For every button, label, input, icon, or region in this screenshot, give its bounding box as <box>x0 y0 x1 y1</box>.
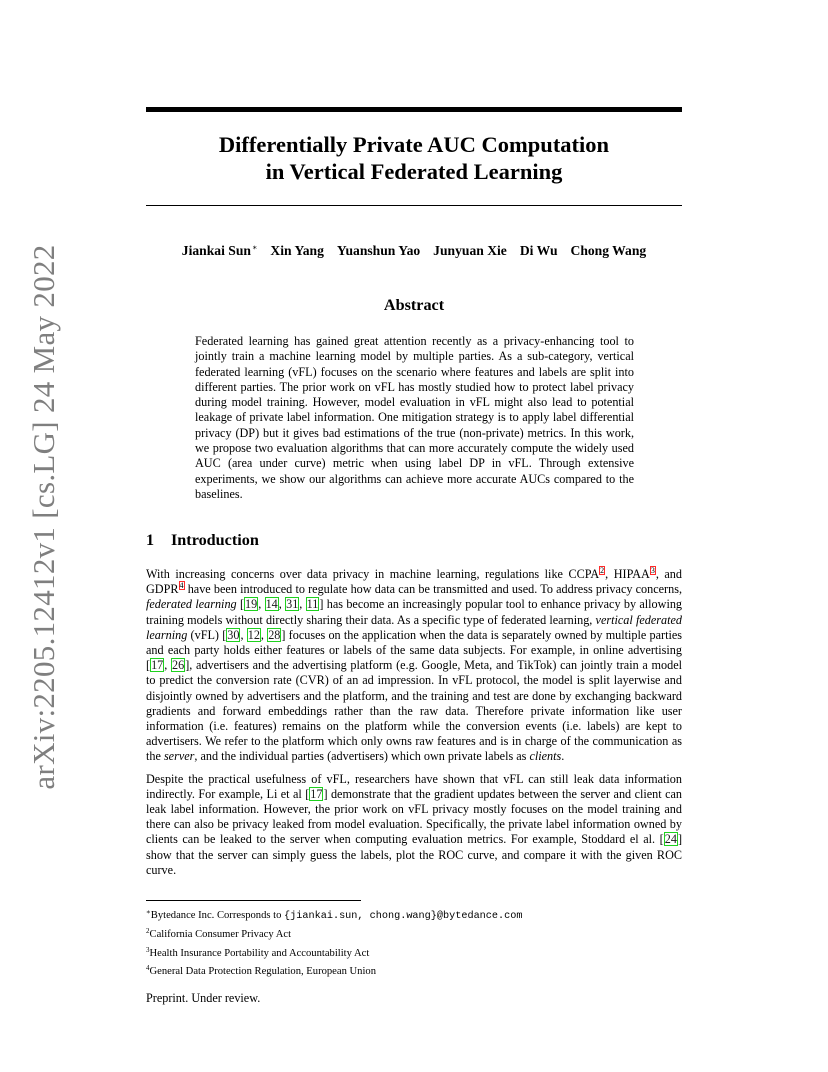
text-run: With increasing concerns over data privacy in machine learning, regulations like CCPA <box>146 567 600 581</box>
author-name: Jiankai Sun <box>181 243 251 258</box>
section-heading-introduction <box>146 531 259 550</box>
abstract-text: Federated learning has gained great attention recently as a privacy-enhancing tool to jointly train a machine learning model by multiple parties. As a sub-category, vertical federated learning (vFL) focuses on the scenario where features and labels are split into different parties. The prior work on vFL has mostly studied how to protect label privacy during model training. However, model evaluation in vFL might also lead to potential leakage of private label information. One mitigation strategy is to apply label differential privacy (DP) but it gives bad estimations of the true (non-private) metrics. In this work, we propose two evaluation algorithms that can more accurately compute the widely used AUC (area under curve) metric when using label DP in vFL. Through extensive experiments, we show our algorithms can achieve more accurate AUCs compared to the baselines. <box>195 334 634 501</box>
citation-link[interactable]: 11 <box>306 597 319 612</box>
author: Xin Yang <box>270 243 324 258</box>
paper-title <box>146 131 682 185</box>
text-run: ], advertisers and the advertising platform (e.g. Google, Meta, and TikTok) can jointly train a model to predict the conversion rate (CVR) of an ad impression. In vFL protocol, the model is split layerwise and disjointly owned by advertisers and the platform, and the training and test are done by exchanging backward gradients and forward embeddings rather than the raw data. Therefore private information like user information (i.e. features) remains on the platform while the conversion events (i.e. labels) are kept to advertisers. We refer to the platform which only owns raw features and is in charge of the communication as the <box>146 658 683 764</box>
footnote-text: Health Insurance Portability and Accountability Act <box>149 947 370 959</box>
text-run: (vFL) [ <box>187 627 227 642</box>
text-run: Despite the practical usefulness of vFL, researchers have shown that vFL can still leak data information indirectly. For example, Li et al [ <box>146 771 682 801</box>
citation-link[interactable]: 28 <box>268 627 281 642</box>
text-run: , and the individual parties (advertisers) which own private labels as <box>194 749 530 764</box>
footnote-mark: 4 <box>146 964 150 973</box>
section-title: Introduction <box>171 531 259 549</box>
text-run: ] has become an increasingly popular tool to enhance privacy by allowing training models without directly sharing their data. As a specific type of federated learning, <box>146 597 683 627</box>
footnote-mark: 2 <box>146 927 150 936</box>
abstract-heading: Abstract <box>383 296 445 314</box>
footnote <box>146 905 522 924</box>
footnote-link[interactable]: 2 <box>600 566 605 575</box>
text-run: . <box>561 749 565 764</box>
emphasis: server <box>163 749 195 764</box>
paragraph <box>146 772 682 878</box>
author-list <box>146 243 682 259</box>
citation-link[interactable]: 14 <box>265 597 278 612</box>
author: Junyuan Xie <box>433 243 507 258</box>
footnote <box>146 924 522 942</box>
emphasis: vertical federated learning <box>146 612 682 642</box>
text-run: ] focuses on the application when the data is separately owned by multiple parties and each party holds either features or labels of the same data subjects. For example, in online advertising [ <box>146 627 683 673</box>
footnote <box>146 961 522 979</box>
title-top-rule <box>146 107 682 112</box>
text-run: [ <box>236 597 245 612</box>
text-run: ] show that the server can simply guess the labels, plot the ROC curve, and compare it with the given ROC curve. <box>146 832 682 877</box>
footnote-divider <box>146 900 361 901</box>
arxiv-identifier-stamp: arXiv:2205.12412v1 [cs.LG] 24 May 2022 <box>26 244 61 790</box>
emphasis: clients <box>529 749 562 764</box>
citation-link[interactable]: 24 <box>664 832 677 847</box>
citation-link[interactable]: 26 <box>172 658 185 673</box>
footnote-mark: ∗ <box>146 908 151 916</box>
title-line-1: Differentially Private AUC Computation <box>218 132 610 157</box>
emphasis: federated learning <box>146 597 237 612</box>
email-address: {jiankai.sun, chong.wang}@bytedance.com <box>284 911 523 922</box>
footnote-link[interactable]: 3 <box>650 566 655 575</box>
citation-link[interactable]: 31 <box>286 597 299 612</box>
citation-link[interactable]: 19 <box>245 597 258 612</box>
author: Yuanshun Yao <box>336 243 421 258</box>
text-run: , HIPAA <box>605 567 650 581</box>
author <box>182 243 258 259</box>
footnotes <box>146 905 522 980</box>
citation-link[interactable]: 12 <box>247 627 260 642</box>
text-run: , and GDPR <box>146 567 682 597</box>
footnote-text: Bytedance Inc. Corresponds to <box>150 910 285 921</box>
footnote-mark: 3 <box>146 945 150 954</box>
citation-link[interactable]: 30 <box>227 627 240 642</box>
section-number: 1 <box>146 531 155 549</box>
preprint-note: Preprint. Under review. <box>146 991 261 1005</box>
footnote-text: California Consumer Privacy Act <box>149 929 292 941</box>
title-bottom-rule <box>146 205 682 206</box>
footnote <box>146 943 522 961</box>
citation-link[interactable]: 17 <box>310 786 323 801</box>
author: Di Wu <box>519 243 558 258</box>
footnote-link[interactable]: 4 <box>179 581 184 591</box>
text-run: have been introduced to regulate how data can be transmitted and used. To address privacy concerns, <box>184 582 682 597</box>
author: Chong Wang <box>570 243 647 258</box>
citation-link[interactable]: 17 <box>151 658 164 673</box>
introduction-body <box>146 567 682 885</box>
footnote-text: General Data Protection Regulation, European Union <box>149 966 377 978</box>
text-run: ] demonstrate that the gradient updates between the server and client can leak label information. However, the prior work on vFL privacy mostly focuses on the model training and there can also be privacy leaked from model evaluation. Specifically, the private label information owned by clients can be leaked to the server when computing evaluation metrics. For example, Stoddard el al. [ <box>146 786 682 847</box>
paragraph: With increasing concerns over data privacy in machine learning, regulations like CCPA$^2$, HIPAA$^3$, and GDPR$^4$ have been introduced to regulate how data can be transmitted and used. To address privacy concerns, federated learning [19, 14, 31, 11] has become an increasingly popular tool to enhance privacy by allowing training models without directly sharing their data. As a specific type of federated learning, vertical federated learning (vFL) [30, 12, 28] focuses on the application when the data is separately owned by multiple parties and each party holds either features or labels of the same data subjects. For example, in online advertising [17, 26], advertisers and the advertising platform (e.g. Google, Meta, and TikTok) can jointly train a model to predict the conversion rate (CVR) of an ad impression. In vFL protocol, the model is split layerwise and disjointly owned by advertisers and the platform, and the training and test are done by exchanging backward gradients and forward embeddings rather than the raw data. Therefore private information like user information (i.e. features) remains on the platform while the conversion events (i.e. labels) are kept to advertisers. We refer to the platform which only owns raw features and is in charge of the communication as the server, and the individual parties (advertisers) which own private labels as clients. <box>146 566 683 764</box>
title-line-2: in Vertical Federated Learning <box>265 159 563 184</box>
author-footnote-mark: ∗ <box>251 243 258 252</box>
